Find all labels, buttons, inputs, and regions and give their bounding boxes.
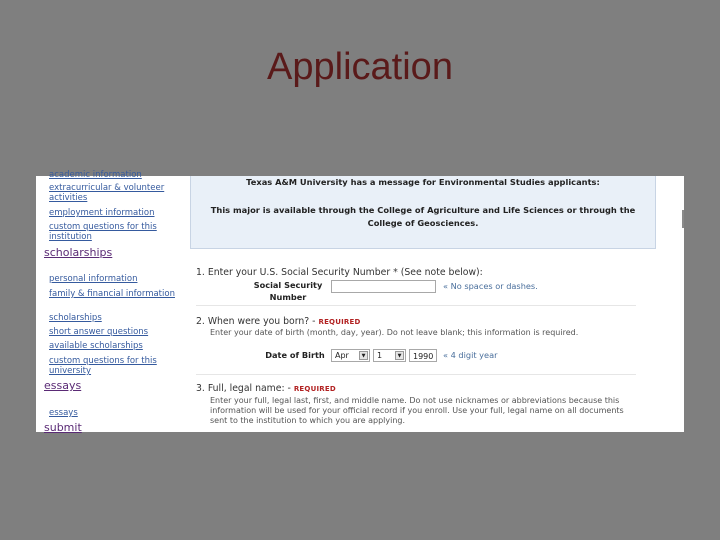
sidebar-link-academic-information[interactable]: academic information xyxy=(49,170,142,180)
dob-label: Date of Birth xyxy=(265,350,325,360)
dob-month-select[interactable] xyxy=(331,349,370,362)
sidebar-link-available-scholarships[interactable]: available scholarships xyxy=(49,341,143,351)
message-title: Texas A&M University has a message for Environmental Studies applicants: xyxy=(246,177,600,187)
chevron-down-icon[interactable]: ▼ xyxy=(395,351,404,360)
sidebar-link-essays[interactable]: essays xyxy=(49,408,78,418)
sidebar-link-scholarships[interactable]: scholarships xyxy=(49,313,102,323)
question-2-title xyxy=(196,316,360,328)
ssn-label: Social Security Number xyxy=(253,280,323,302)
sidebar-link-custom-questions-university[interactable]: custom questions for this university xyxy=(49,356,157,376)
sidebar-link-family-financial[interactable]: family & financial information xyxy=(49,289,175,299)
chevron-down-icon[interactable]: ▼ xyxy=(359,351,368,360)
dob-year-hint: « 4 digit year xyxy=(443,350,498,360)
sidebar-nav xyxy=(36,170,186,434)
sidebar-link-custom-questions-institution[interactable]: custom questions for this institution xyxy=(49,222,157,242)
question-3-description: Enter your full, legal last, first, and middle name. Do not use nicknames or abbreviations because this information will be used for your official record if you enroll. Use your full, legal name on all documents sent to the institution to which you are applying. xyxy=(210,396,624,425)
question-1-title: 1. Enter your U.S. Social Security Number * (See note below): xyxy=(196,267,483,278)
application-form xyxy=(190,176,684,432)
question-2-text: 2. When were you born? - xyxy=(196,316,319,327)
sidebar-heading-submit[interactable]: submit xyxy=(44,421,82,434)
sidebar-link-short-answer[interactable]: short answer questions xyxy=(49,327,149,337)
sidebar-link-employment[interactable]: employment information xyxy=(49,208,155,218)
required-badge: REQUIRED xyxy=(293,385,336,393)
message-body: This major is available through the College of Agriculture and Life Sciences or through the College of Geosciences. xyxy=(210,205,636,228)
dob-day-value: 1 xyxy=(377,351,383,360)
sidebar-link-extracurricular[interactable]: extracurricular & volunteer activities xyxy=(49,183,165,203)
scrollbar[interactable] xyxy=(682,210,684,228)
ssn-hint: « No spaces or dashes. xyxy=(443,281,538,291)
sidebar-link-personal-information[interactable]: personal information xyxy=(49,274,138,284)
sidebar-heading-essays[interactable]: essays xyxy=(44,379,82,392)
question-2-description: Enter your date of birth (month, day, year). Do not leave blank; this information is required. xyxy=(210,328,579,337)
slide-title: Application xyxy=(267,46,453,88)
dob-year-input[interactable]: 1990 xyxy=(409,349,437,362)
dob-day-select[interactable] xyxy=(373,349,406,362)
divider xyxy=(196,374,636,375)
dob-month-value: Apr xyxy=(335,351,349,360)
sidebar-heading-scholarships[interactable]: scholarships xyxy=(44,246,113,259)
divider xyxy=(196,305,636,306)
question-3-title xyxy=(196,383,336,395)
required-badge: REQUIRED xyxy=(318,318,361,326)
institution-message-box xyxy=(190,176,656,249)
application-screenshot xyxy=(36,170,684,434)
ssn-input[interactable] xyxy=(331,280,436,293)
question-3-text: 3. Full, legal name: - xyxy=(196,383,294,394)
